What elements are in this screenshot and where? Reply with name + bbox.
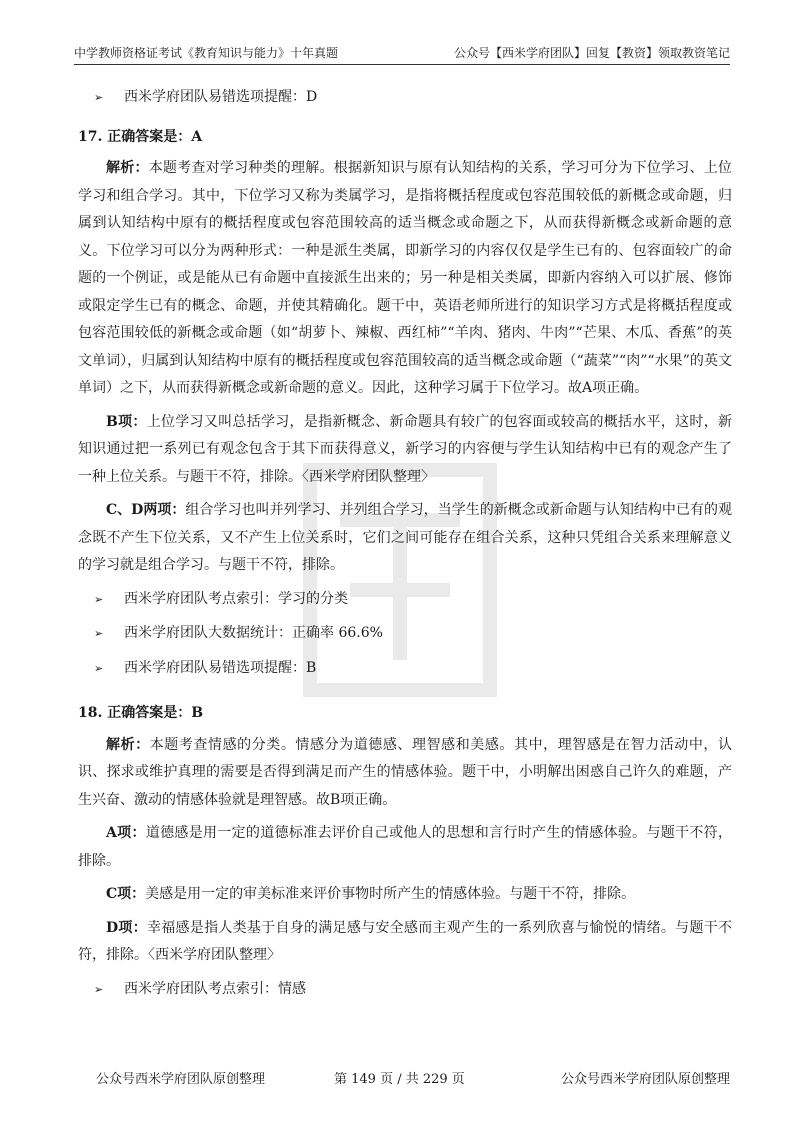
option-label: C、D两项： — [106, 502, 186, 518]
q17-option-cd — [78, 497, 732, 580]
bullet-arrow-icon: ➢ — [94, 661, 104, 675]
q18-option-c — [78, 881, 732, 909]
page-header — [74, 40, 730, 65]
bullet-arrow-icon: ➢ — [94, 91, 104, 104]
header-left: 中学教师资格证考试《教育知识与能力》十年真题 — [74, 46, 339, 60]
list-item — [78, 620, 732, 648]
bullet-text: 西米学府团队易错选项提醒：D — [124, 89, 318, 105]
footer-left: 公众号西米学府团队原创整理 — [96, 1072, 266, 1087]
list-item — [78, 655, 732, 683]
bullet-text: 西米学府团队大数据统计：正确率 66.6% — [124, 625, 383, 641]
option-text: 幸福感是指人类基于自身的满足感与安全感而主观产生的一系列欣喜与愉悦的情绪。与题干不符，排除。〈西米学府团队整理〉 — [78, 919, 732, 963]
question-17-answer: 17. 正确答案是：A — [78, 128, 203, 145]
option-text: 美感是用一定的审美标准来评价事物时所产生的情感体验。与题干不符，排除。 — [145, 886, 636, 902]
q17-analysis — [78, 155, 732, 403]
page-number: 第 149 页 / 共 229 页 — [334, 1072, 465, 1087]
analysis-label: 解析： — [106, 160, 149, 176]
option-text: 道德感是用一定的道德标准去评价自己或他人的思想和言行时产生的情感体验。与题干不符，排除。 — [78, 825, 732, 869]
analysis-text: 本题考查对学习种类的理解。根据新知识与原有认知结构的关系，学习可分为下位学习、上位学习和组合学习。其中，下位学习又称为类属学习，是指将概括程度或包容范围较低的新概念或命题，归属到认知结构中原有的概括程度或包容范围较高的适当概念或命题之下，从而获得新概念或新命题的意义。下位学习可以分为两种形式：一种是派生类属，即新学习的内容仅仅是学生已有的、包容面较广的命题的一个例证，或是能从已有命题中直接派生出来的；另一种是相关类属，即新内容纳入可以扩展、修饰或限定学生已有的概念、命题，并使其精确化。题干中，英语老师所进行的知识学习方式是将概括程度或包容范围较低的新概念或命题（如“胡萝卜、辣椒、西红柿”“羊肉、猪肉、牛肉”“芒果、木瓜、香蕉”的英文单词），归属到认知结构中原有的概括程度或包容范围较高的适当概念或命题（“蔬菜”“肉”“水果”的英文单词）之下，从而获得新概念或新命题的意义。因此，这种学习属于下位学习。故A项正确。 — [78, 160, 733, 396]
bullet-arrow-icon: ➢ — [94, 627, 104, 640]
list-item — [78, 84, 732, 112]
q18-analysis — [78, 732, 732, 815]
question-18-answer: 18. 正确答案是：B — [78, 705, 204, 721]
option-label: A项： — [106, 825, 146, 841]
analysis-text: 本题考查情感的分类。情感分为道德感、理智感和美感。其中，理智感是在智力活动中，认识、探求或维护真理的需要是否得到满足而产生的情感体验。题干中，小明解出困惑自己许久的难题，产生兴奋、激动的情感体验就是理智感。故B项正确。 — [78, 736, 733, 808]
list-item — [78, 976, 732, 1004]
bullet-text: 西米学府团队考点索引：情感 — [124, 980, 306, 997]
bullet-arrow-icon: ➢ — [94, 982, 104, 996]
bullet-text: 西米学府团队考点索引：学习的分类 — [124, 590, 348, 607]
list-item — [78, 586, 732, 614]
option-label: C项： — [106, 886, 146, 902]
q17-option-b — [78, 409, 732, 492]
page-content — [78, 84, 732, 1010]
option-label: B项： — [106, 413, 147, 430]
option-text: 组合学习也叫并列学习、并列组合学习，当学生的新概念或新命题与认知结构中已有的观念既不产生下位关系，又不产生上位关系时，它们之间可能存在组合关系，这种只凭组合关系来理解意义的学习就是组合学习。与题干不符，排除。 — [78, 502, 732, 573]
analysis-label: 解析： — [106, 736, 150, 753]
q18-option-a — [78, 820, 732, 875]
footer-right: 公众号西米学府团队原创整理 — [560, 1072, 730, 1087]
option-text: 上位学习又叫总括学习，是指新概念、新命题具有较广的包容面或较高的概括水平，这时，新知识通过把一系列已有观念包含于其下而获得意义，新学习的内容便与学生认知结构中已有的观念产生了一种上位关系。与题干不符，排除。〈西米学府团队整理〉 — [78, 413, 732, 485]
bullet-arrow-icon: ➢ — [94, 592, 104, 606]
option-label: D项： — [106, 919, 147, 936]
q18-option-d — [78, 915, 732, 970]
header-right: 公众号【西米学府团队】回复【教资】领取教资笔记 — [453, 46, 730, 60]
bullet-text: 西米学府团队易错选项提醒：B — [124, 659, 317, 676]
